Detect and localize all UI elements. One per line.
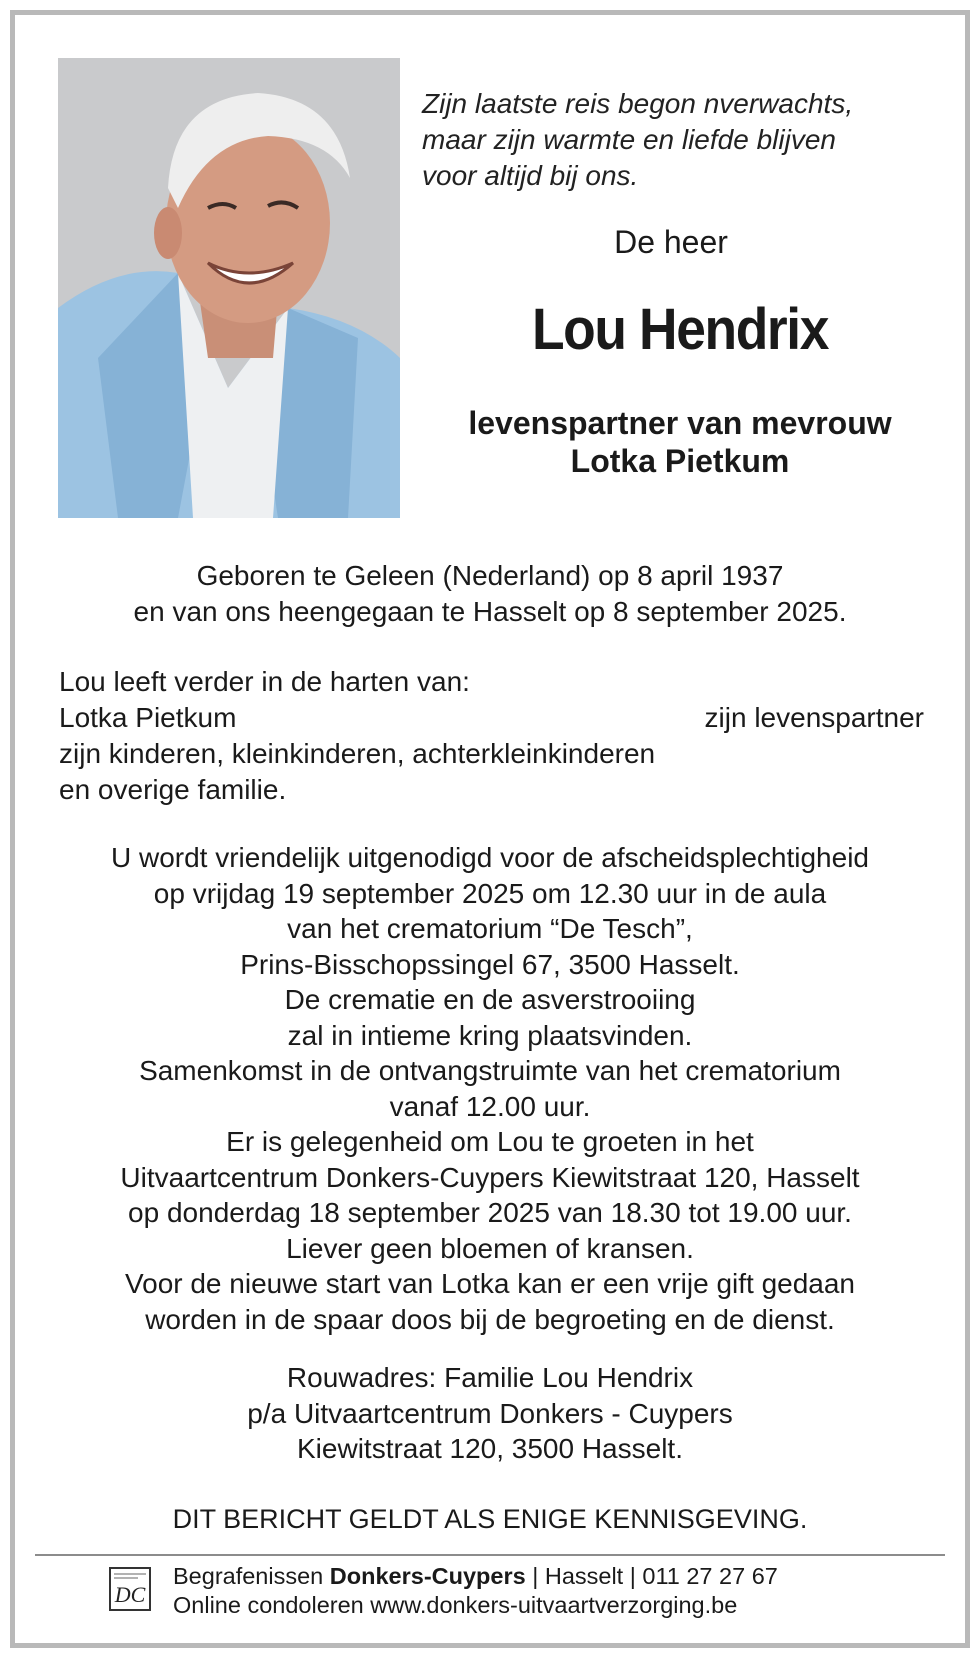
survivors-list [59, 664, 924, 808]
survivor-partner-row [59, 700, 924, 736]
invitation-line: Prins-Bisschopssingel 67, 3500 Hasselt. [240, 948, 740, 980]
survivors-family: zijn kinderen, kleinkinderen, achterkleinkinderen [59, 738, 656, 769]
salutation: De heer [614, 224, 728, 260]
footer-divider [35, 1554, 945, 1556]
funeral-home-name: Donkers-Cuypers [329, 1563, 526, 1589]
invitation-line: op donderdag 18 september 2025 van 18.30 tot 19.00 uur. [128, 1197, 852, 1228]
invitation-line: Liever geen bloemen of kransen. [286, 1232, 694, 1264]
invitation-line: van het crematorium “De Tesch”, [287, 913, 693, 944]
footer-contact: | Hasselt | 011 27 27 67 [525, 1563, 778, 1589]
partner-statement [420, 404, 940, 480]
address-line: p/a Uitvaartcentrum Donkers - Cuypers [247, 1397, 733, 1429]
portrait-photo [58, 58, 400, 518]
birth-line: Geboren te Geleen (Nederland) op 8 april 1937 [196, 560, 784, 591]
death-line: en van ons heengegaan te Hasselt op 8 september 2025. [133, 595, 847, 627]
logo-monogram: DC [114, 1582, 146, 1607]
invitation-line: zal in intieme kring plaatsvinden. [287, 1019, 693, 1051]
footer-line-2: Online condoleren www.donkers-uitvaartverzorging.be [173, 1592, 738, 1618]
invitation-line: worden in de spaar doos bij de begroeting en de dienst. [145, 1303, 835, 1335]
invitation-line: Uitvaartcentrum Donkers-Cuypers Kiewitstraat 120, Hasselt [120, 1161, 860, 1193]
footer-line-1 [173, 1562, 778, 1591]
invitation-line: vanaf 12.00 uur. [389, 1090, 591, 1122]
invitation-line: Voor de nieuwe start van Lotka kan er een vrije gift gedaan [124, 1268, 856, 1299]
portrait-illustration [58, 58, 400, 518]
funeral-home-logo [108, 1566, 152, 1612]
address-line: Kiewitstraat 120, 3500 Hasselt. [297, 1433, 683, 1464]
notice-text: DIT BERICHT GELDT ALS ENIGE KENNISGEVING. [172, 1504, 808, 1534]
invitation-line: Samenkomst in de ontvangstruimte van het crematorium [139, 1055, 841, 1086]
footer-text [173, 1562, 778, 1620]
survivor-partner-role: zijn levenspartner [704, 702, 924, 733]
address-line: Rouwadres: Familie Lou Hendrix [286, 1362, 694, 1393]
mourning-address [40, 1360, 940, 1467]
survivors-family-rest: en overige familie. [59, 774, 287, 805]
survivor-partner-name: Lotka Pietkum [59, 702, 237, 733]
ceremony-invitation [40, 840, 940, 1337]
invitation-line: Er is gelegenheid om Lou te groeten in het [226, 1126, 754, 1157]
memorial-quote [422, 86, 942, 194]
survivors-intro: Lou leeft verder in de harten van: [59, 666, 470, 697]
partner-line: Lotka Pietkum [570, 443, 790, 479]
sole-notice [40, 1502, 940, 1538]
quote-line: voor altijd bij ons. [422, 160, 639, 191]
deceased-name: Lou Hendrix [531, 297, 829, 362]
invitation-line: op vrijdag 19 september 2025 om 12.30 uur in de aula [153, 877, 827, 909]
invitation-line: De crematie en de asverstrooiing [284, 984, 696, 1015]
birth-death-info [40, 558, 940, 629]
partner-line: levenspartner van mevrouw [468, 405, 892, 441]
invitation-line: U wordt vriendelijk uitgenodigd voor de afscheidsplechtigheid [110, 842, 869, 873]
quote-line: maar zijn warmte en liefde blijven [422, 124, 836, 155]
footer-prefix: Begrafenissen [173, 1563, 330, 1589]
quote-line: Zijn laatste reis begon nverwachts, [422, 88, 854, 119]
